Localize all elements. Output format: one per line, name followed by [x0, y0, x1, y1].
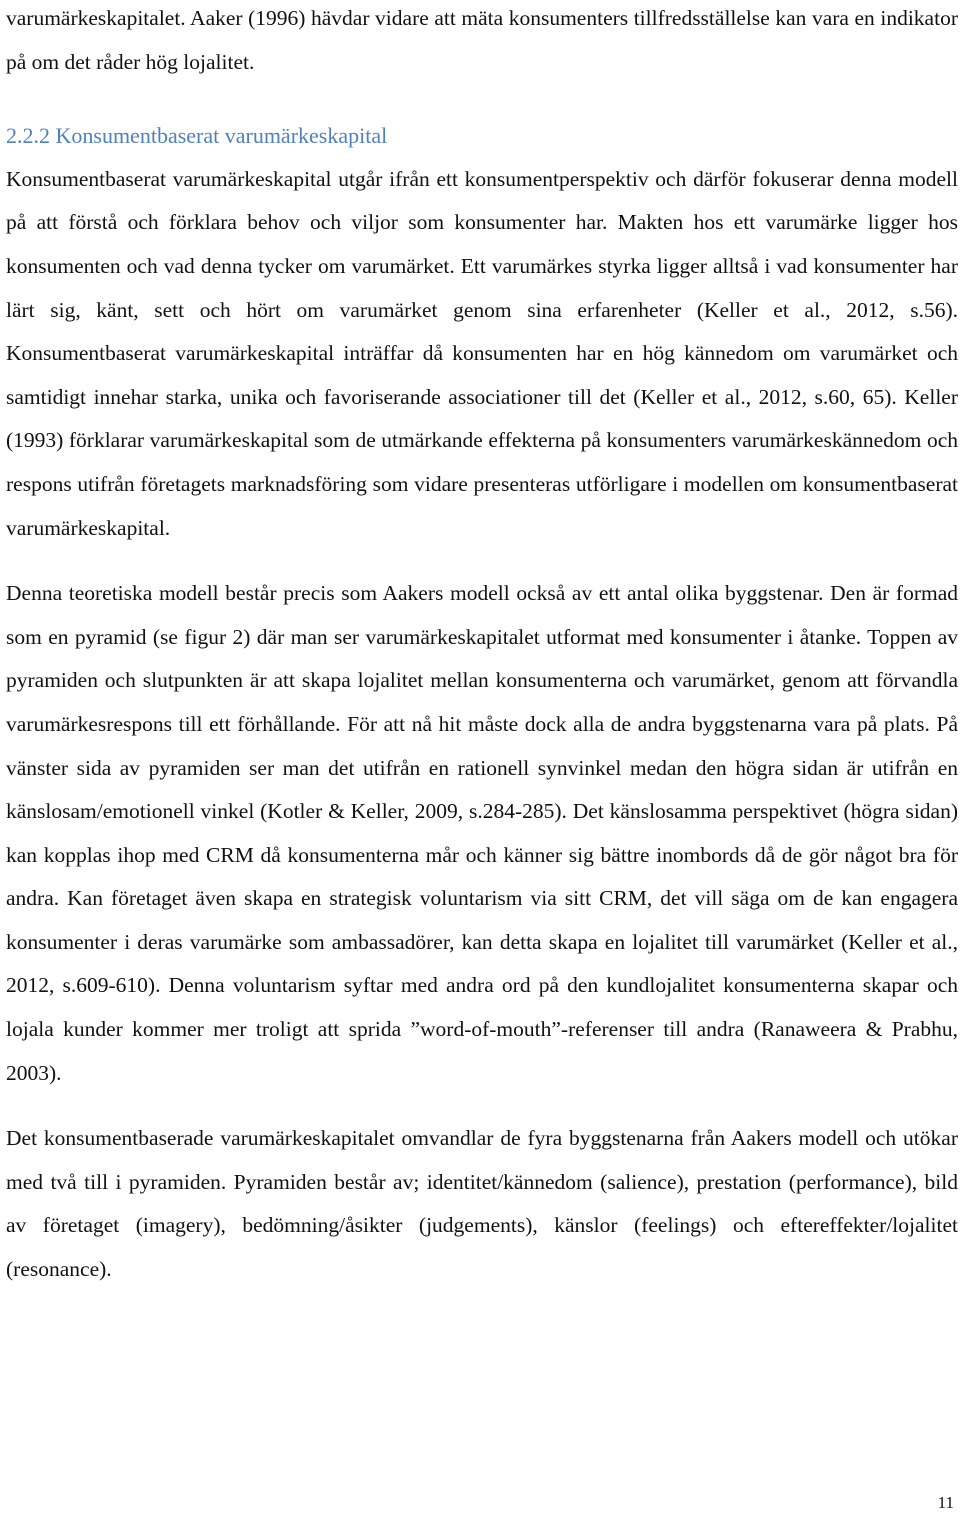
intro-paragraph: varumärkeskapitalet. Aaker (1996) hävdar vidare att mäta konsumenters tillfredsställelse kan vara en indikator på om det råder hög lojalitet. — [6, 6, 958, 74]
page-number: 11 — [937, 1493, 954, 1512]
body-paragraph-2: Denna teoretiska modell består precis som Aakers modell också av ett antal olika byggstenar. Den är formad som en pyramid (se figur 2) där man ser varumärkeskapitalet utformat med konsumenter i åtanke. Toppen av pyramiden och slutpunkten är att skapa lojalitet mellan konsumenterna och varumärket, genom att förvandla varumärkesrespons till ett förhållande. För att nå hit måste dock alla de andra byggstenarna vara på plats. På vänster sida av pyramiden ser man det utifrån en rationell synvinkel medan den högra sidan är utifrån en känslosam/emotionell vinkel (Kotler & Keller, 2009, s.284-285). Det känslosamma perspektivet (högra sidan) kan kopplas ihop med CRM då konsumenterna mår och känner sig bättre inombords då de gör något bra för andra. Kan företaget även skapa en strategisk voluntarism via sitt CRM, det vill säga om de kan engagera konsumenter i deras varumärke som ambassadörer, kan detta skapa en lojalitet till varumärket (Keller et al., 2012, s.609-610). Denna voluntarism syftar med andra ord på den kundlojalitet konsumenterna skapar och lojala kunder kommer mer troligt att sprida ”word-of-mouth”-referenser till andra (Ranaweera & Prabhu, 2003). — [6, 581, 958, 1085]
body-paragraph-3: Det konsumentbaserade varumärkeskapitalet omvandlar de fyra byggstenarna från Aakers modell och utökar med två till i pyramiden. Pyramiden består av; identitet/kännedom (salience), prestation (performance), bild av företaget (imagery), bedömning/åsikter (judgements), känslor (feelings) och eftereffekter/lojalitet (resonance). — [6, 1126, 958, 1282]
document-page — [6, 0, 958, 1292]
section-heading: 2.2.2 Konsumentbaserat varumärkeskapital — [6, 123, 388, 149]
body-paragraph-1: Konsumentbaserat varumärkeskapital utgår ifrån ett konsumentperspektiv och därför fokuserar denna modell på att förstå och förklara behov och viljor som konsumenter har. Makten hos ett varumärke ligger hos konsumenten och vad denna tycker om varumärket. Ett varumärkes styrka ligger alltså i vad konsumenter har lärt sig, känt, sett och hört om varumärket genom sina erfarenheter (Keller et al., 2012, s.56). Konsumentbaserat varumärkeskapital inträffar då konsumenten har en hög kännedom om varumärket och samtidigt innehar starka, unika och favoriserande associationer till det (Keller et al., 2012, s.60, 65). Keller (1993) förklarar varumärkeskapital som de utmärkande effekterna på konsumenters varumärkeskännedom och respons utifrån företagets marknadsföring som vidare presenteras utförligare i modellen om konsumentbaserat varumärkeskapital. — [6, 166, 958, 540]
